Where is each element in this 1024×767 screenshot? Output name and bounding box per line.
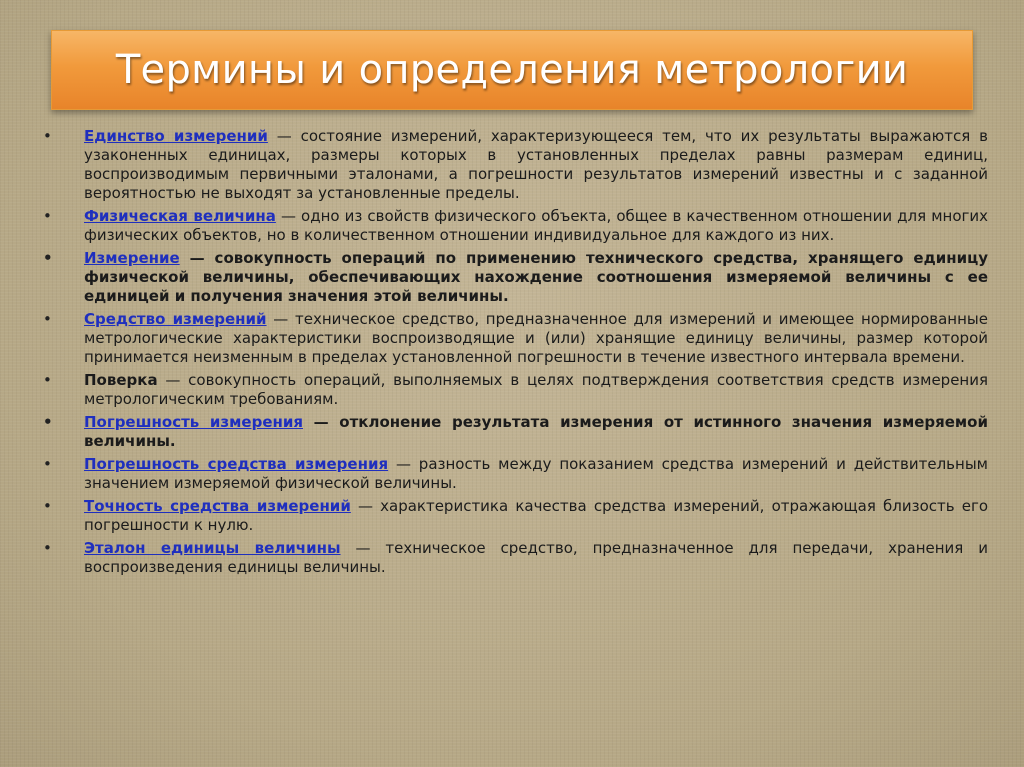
bullet-icon: • — [43, 249, 53, 267]
bullet-icon: • — [43, 413, 53, 431]
list-item — [40, 497, 988, 535]
list-item — [40, 539, 988, 577]
definition-text: — техническое средство, предназначенное для передачи, хранения и воспроизведения единицы величины. — [84, 539, 988, 576]
term-link[interactable]: Погрешность измерения — [84, 413, 303, 431]
definition-text: — техническое средство, предназначенное для измерений и имеющее нормированные метрологические характеристики воспроизводящие и (или) хранящие единицу величины, размер которой принимается неизменным в пределах установленной погрешности в течение известного интервала времени. — [84, 310, 988, 366]
list-item — [40, 371, 988, 409]
definition-text: — состояние измерений, характеризующееся тем, что их результаты выражаются в узаконенных единицах, размеры которых в установленных пределах равны размерам единиц, воспроизводимым первичными эталонами, а погрешности результатов измерений известны и с заданной вероятностью не выходят за установленные пределы. — [84, 127, 988, 202]
bullet-icon: • — [43, 539, 52, 557]
list-item — [40, 455, 988, 493]
definition-text: — характеристика качества средства измерений, отражающая близость его погрешности к нулю. — [84, 497, 989, 534]
definitions-list — [40, 127, 988, 581]
bullet-icon: • — [43, 371, 52, 389]
term-text: Поверка — [84, 371, 158, 389]
bullet-icon: • — [43, 207, 52, 225]
definition-text: — отклонение результата измерения от истинного значения измеряемой величины. — [84, 413, 989, 450]
bullet-icon: • — [43, 497, 52, 515]
bullet-icon: • — [43, 127, 52, 145]
slide-title: Термины и определения метрологии — [115, 47, 909, 93]
definition-text: — разность между показанием средства измерений и действительным значением измеряемой физической величины. — [84, 455, 988, 492]
term-link[interactable]: Единство измерений — [84, 127, 268, 145]
list-item — [40, 127, 988, 203]
term-link[interactable]: Погрешность средства измерения — [84, 455, 389, 473]
list-item — [40, 249, 988, 306]
definition-text: — совокупность операций по применению технического средства, хранящего единицу физической величины, обеспечивающих нахождение соотношения измеряемой величины с ее единицей и получения значения этой величины. — [84, 249, 988, 305]
term-link[interactable]: Эталон единицы величины — [84, 539, 341, 557]
term-link[interactable]: Точность средства измерений — [84, 497, 351, 515]
definition-text: — совокупность операций, выполняемых в целях подтверждения соответствия средств измерения метрологическим требованиям. — [84, 371, 988, 408]
term-link[interactable]: Измерение — [84, 249, 180, 267]
title-banner — [51, 30, 973, 110]
term-link[interactable]: Средство измерений — [84, 310, 267, 328]
list-item — [40, 413, 988, 451]
bullet-icon: • — [43, 310, 52, 328]
list-item — [40, 207, 988, 245]
bullet-icon: • — [43, 455, 52, 473]
definition-text: — одно из свойств физического объекта, общее в качественном отношении для многих физических объектов, но в количественном отношении индивидуальное для каждого из них. — [84, 207, 988, 244]
term-link[interactable]: Физическая величина — [84, 207, 276, 225]
list-item — [40, 310, 988, 367]
